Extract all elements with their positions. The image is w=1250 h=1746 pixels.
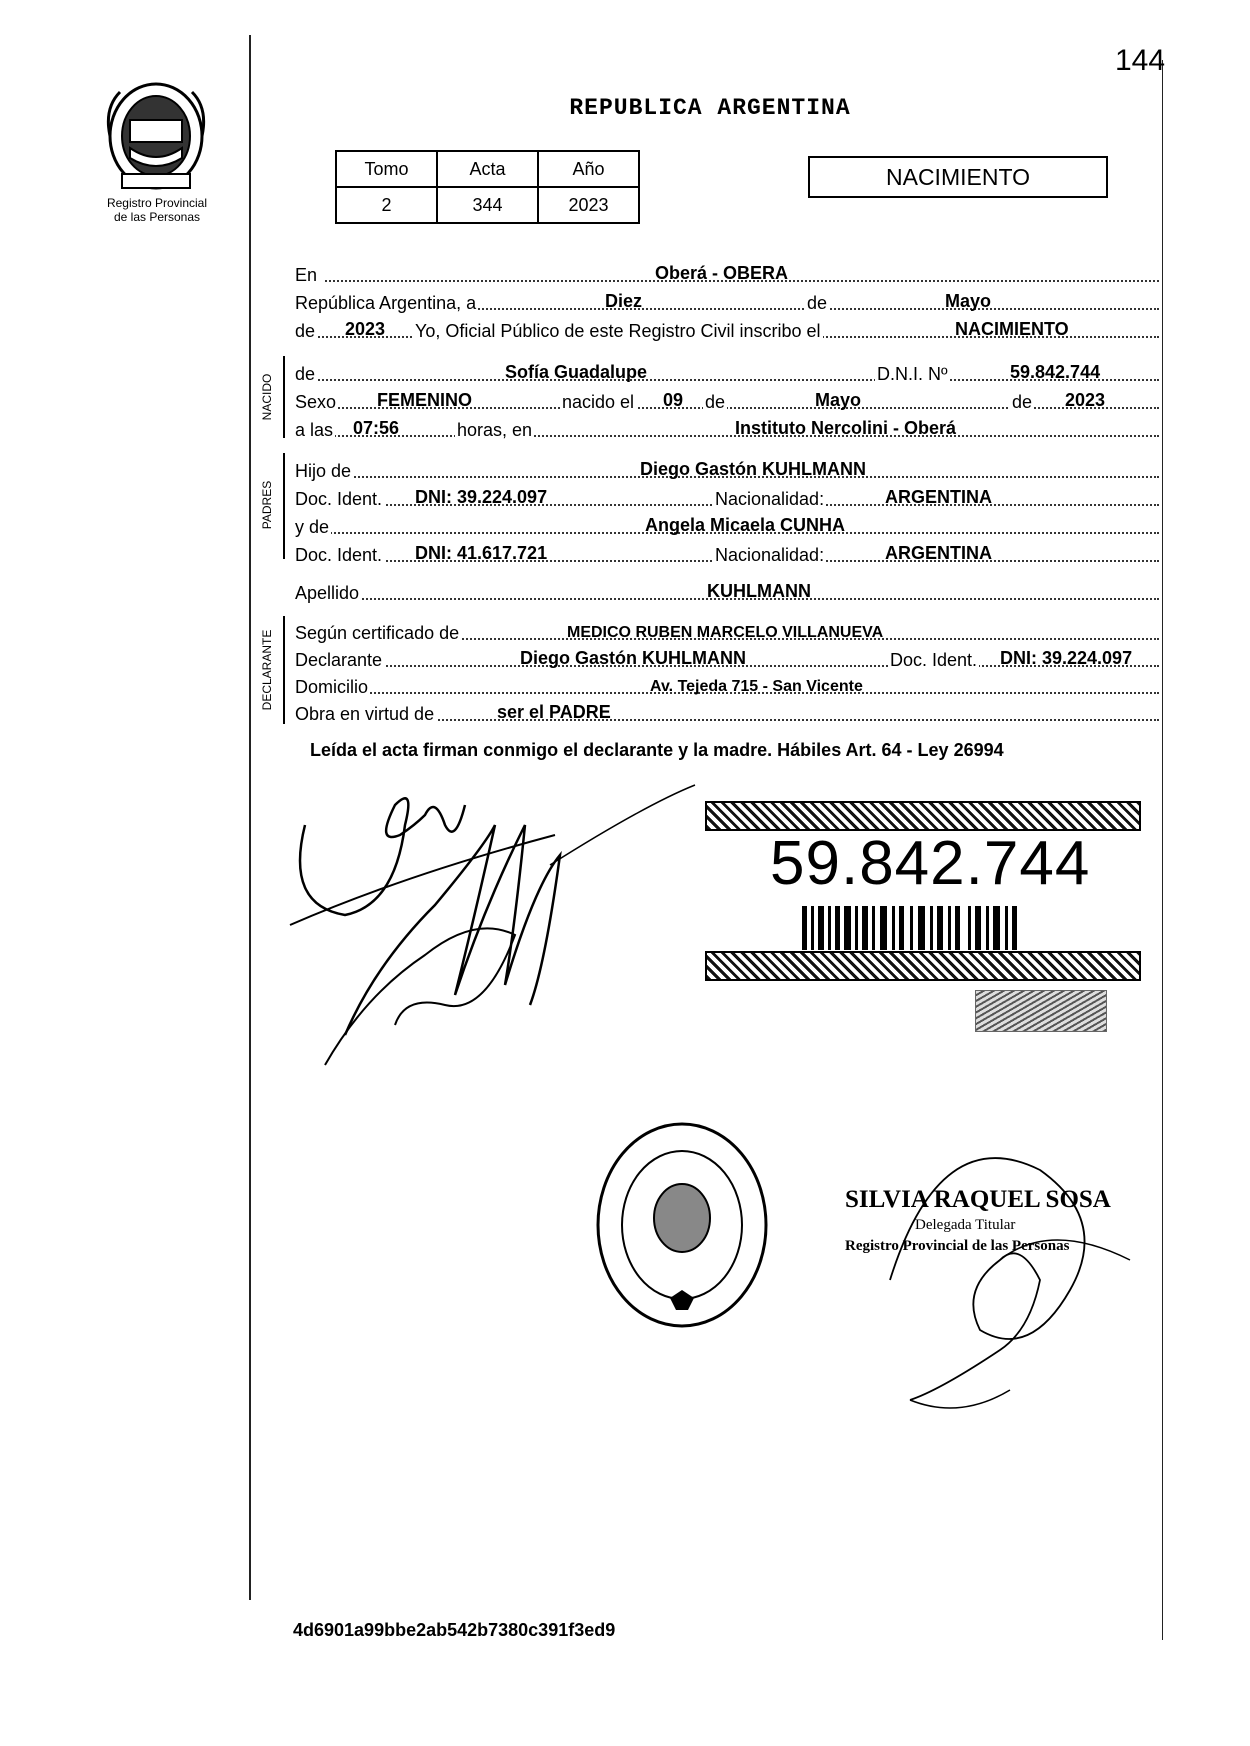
horas-label: horas, en bbox=[457, 420, 533, 440]
birth-month: Mayo bbox=[815, 390, 862, 410]
declarante-section-bar bbox=[283, 616, 285, 724]
republica-label: República Argentina, a bbox=[295, 293, 477, 313]
row-obra bbox=[295, 701, 1159, 725]
act-header-acta: Acta bbox=[437, 151, 538, 187]
mother-nat-label: Nacionalidad: bbox=[715, 545, 825, 565]
hijo-label: Hijo de bbox=[295, 461, 352, 481]
de-label-3: de bbox=[1012, 392, 1033, 412]
father-doc-label: Doc. Ident. bbox=[295, 489, 383, 509]
stamp-band-bottom bbox=[705, 951, 1141, 981]
act-value-acta: 344 bbox=[437, 187, 538, 223]
obra-value: ser el PADRE bbox=[497, 702, 611, 722]
domicilio-value: Av. Tejeda 715 - San Vicente bbox=[650, 678, 863, 695]
father-name: Diego Gastón KUHLMANN bbox=[640, 459, 866, 479]
y-de-label: y de bbox=[295, 517, 330, 537]
official-org: Registro Provincial de las Personas bbox=[845, 1238, 1070, 1254]
nacido-el-label: nacido el bbox=[562, 392, 635, 412]
row-year bbox=[295, 318, 1159, 342]
de-label: de bbox=[807, 293, 828, 313]
official-role: Delegada Titular bbox=[915, 1217, 1016, 1233]
row-father-doc bbox=[295, 486, 1159, 510]
barcode bbox=[800, 906, 1040, 950]
father-doc: DNI: 39.224.097 bbox=[415, 487, 548, 507]
a-las-label: a las bbox=[295, 420, 334, 440]
act-value-ano: 2023 bbox=[538, 187, 639, 223]
declarante-name: Diego Gastón KUHLMANN bbox=[520, 648, 746, 668]
official-signature bbox=[880, 1130, 1160, 1420]
row-certificado bbox=[295, 620, 1159, 644]
domicilio-label: Domicilio bbox=[295, 677, 369, 697]
declarante-section-label: DECLARANTE bbox=[260, 629, 274, 711]
mother-doc-label: Doc. Ident. bbox=[295, 545, 383, 565]
official-name: SILVIA RAQUEL SOSA bbox=[845, 1186, 1111, 1213]
mother-doc: DNI: 41.617.721 bbox=[415, 543, 548, 563]
act-value-tomo: 2 bbox=[336, 187, 437, 223]
nacido-section-bar bbox=[283, 356, 285, 438]
birth-day: 09 bbox=[663, 390, 684, 410]
declarante-label: Declarante bbox=[295, 650, 383, 670]
birth-time: 07:56 bbox=[353, 418, 400, 438]
row-apellido bbox=[295, 580, 1159, 604]
sexo-label: Sexo bbox=[295, 392, 337, 412]
row-hora bbox=[295, 417, 1159, 441]
row-mother-doc bbox=[295, 542, 1159, 566]
id-stamp-number: 59.842.744 bbox=[770, 829, 1091, 898]
row-sexo bbox=[295, 389, 1159, 413]
birth-year: 2023 bbox=[1065, 390, 1106, 410]
act-header-tomo: Tomo bbox=[336, 151, 437, 187]
child-dni: 59.842.744 bbox=[1010, 362, 1101, 382]
document-title: REPUBLICA ARGENTINA bbox=[569, 95, 851, 121]
row-en bbox=[295, 262, 1159, 286]
stamp-watermark bbox=[975, 990, 1107, 1032]
registry-label-line2: de las Personas bbox=[113, 210, 201, 224]
act-header-ano: Año bbox=[538, 151, 639, 187]
month-value: Mayo bbox=[945, 291, 992, 311]
certificado-label: Según certificado de bbox=[295, 623, 460, 643]
padres-section-bar bbox=[283, 453, 285, 559]
child-name: Sofía Guadalupe bbox=[505, 362, 648, 382]
apellido-label: Apellido bbox=[295, 583, 360, 603]
day-value: Diez bbox=[605, 291, 643, 311]
provincial-seal-logo bbox=[100, 78, 212, 196]
act-table-value-row bbox=[336, 187, 639, 223]
sexo-value: FEMENINO bbox=[377, 390, 473, 410]
official-seal bbox=[592, 1118, 772, 1333]
apellido-value: KUHLMANN bbox=[707, 581, 811, 601]
row-y-de bbox=[295, 514, 1159, 538]
page-number: 144 bbox=[1115, 44, 1166, 77]
en-label: En bbox=[295, 265, 318, 285]
padres-section-label: PADRES bbox=[260, 480, 274, 530]
year-value: 2023 bbox=[345, 319, 386, 339]
father-nat-label: Nacionalidad: bbox=[715, 489, 825, 509]
left-margin-line bbox=[249, 35, 251, 1600]
stamp-band-top bbox=[705, 801, 1141, 831]
row-declarante bbox=[295, 647, 1159, 671]
de2-label: de bbox=[295, 321, 316, 341]
de-label-2: de bbox=[705, 392, 726, 412]
declarante-doc-label: Doc. Ident. bbox=[890, 650, 978, 670]
row-domicilio bbox=[295, 674, 1159, 698]
registry-label-line1: Registro Provincial bbox=[106, 196, 208, 210]
dni-label: D.N.I. Nº bbox=[877, 364, 948, 384]
place-value: Oberá - OBERA bbox=[655, 263, 789, 283]
act-table bbox=[335, 150, 640, 224]
act-type-box: NACIMIENTO bbox=[808, 156, 1108, 198]
row-name bbox=[295, 361, 1159, 385]
obra-label: Obra en virtud de bbox=[295, 704, 435, 724]
certificado-value: MEDICO RUBEN MARCELO VILLANUEVA bbox=[567, 624, 884, 641]
name-de-label: de bbox=[295, 364, 316, 384]
document-hash: 4d6901a99bbe2ab542b7380c391f3ed9 bbox=[293, 1620, 616, 1640]
act-table-header-row bbox=[336, 151, 639, 187]
registry-label bbox=[82, 196, 232, 224]
legal-text: Leída el acta firman conmigo el declarante y la madre. Hábiles Art. 64 - Ley 26994 bbox=[310, 740, 1004, 760]
registered-value: NACIMIENTO bbox=[955, 319, 1069, 339]
mother-nationality: ARGENTINA bbox=[885, 543, 992, 563]
nacido-section-label: NACIDO bbox=[260, 373, 274, 421]
yo-text: Yo, Oficial Público de este Registro Civil inscribo el bbox=[415, 321, 821, 341]
declarante-doc: DNI: 39.224.097 bbox=[1000, 648, 1133, 668]
mother-name: Angela Micaela CUNHA bbox=[645, 515, 846, 535]
declarant-signatures bbox=[285, 765, 705, 1095]
row-hijo bbox=[295, 458, 1159, 482]
father-nationality: ARGENTINA bbox=[885, 487, 992, 507]
birth-place: Instituto Nercolini - Oberá bbox=[735, 418, 957, 438]
right-margin-line bbox=[1162, 60, 1163, 1640]
row-republica bbox=[295, 290, 1159, 314]
